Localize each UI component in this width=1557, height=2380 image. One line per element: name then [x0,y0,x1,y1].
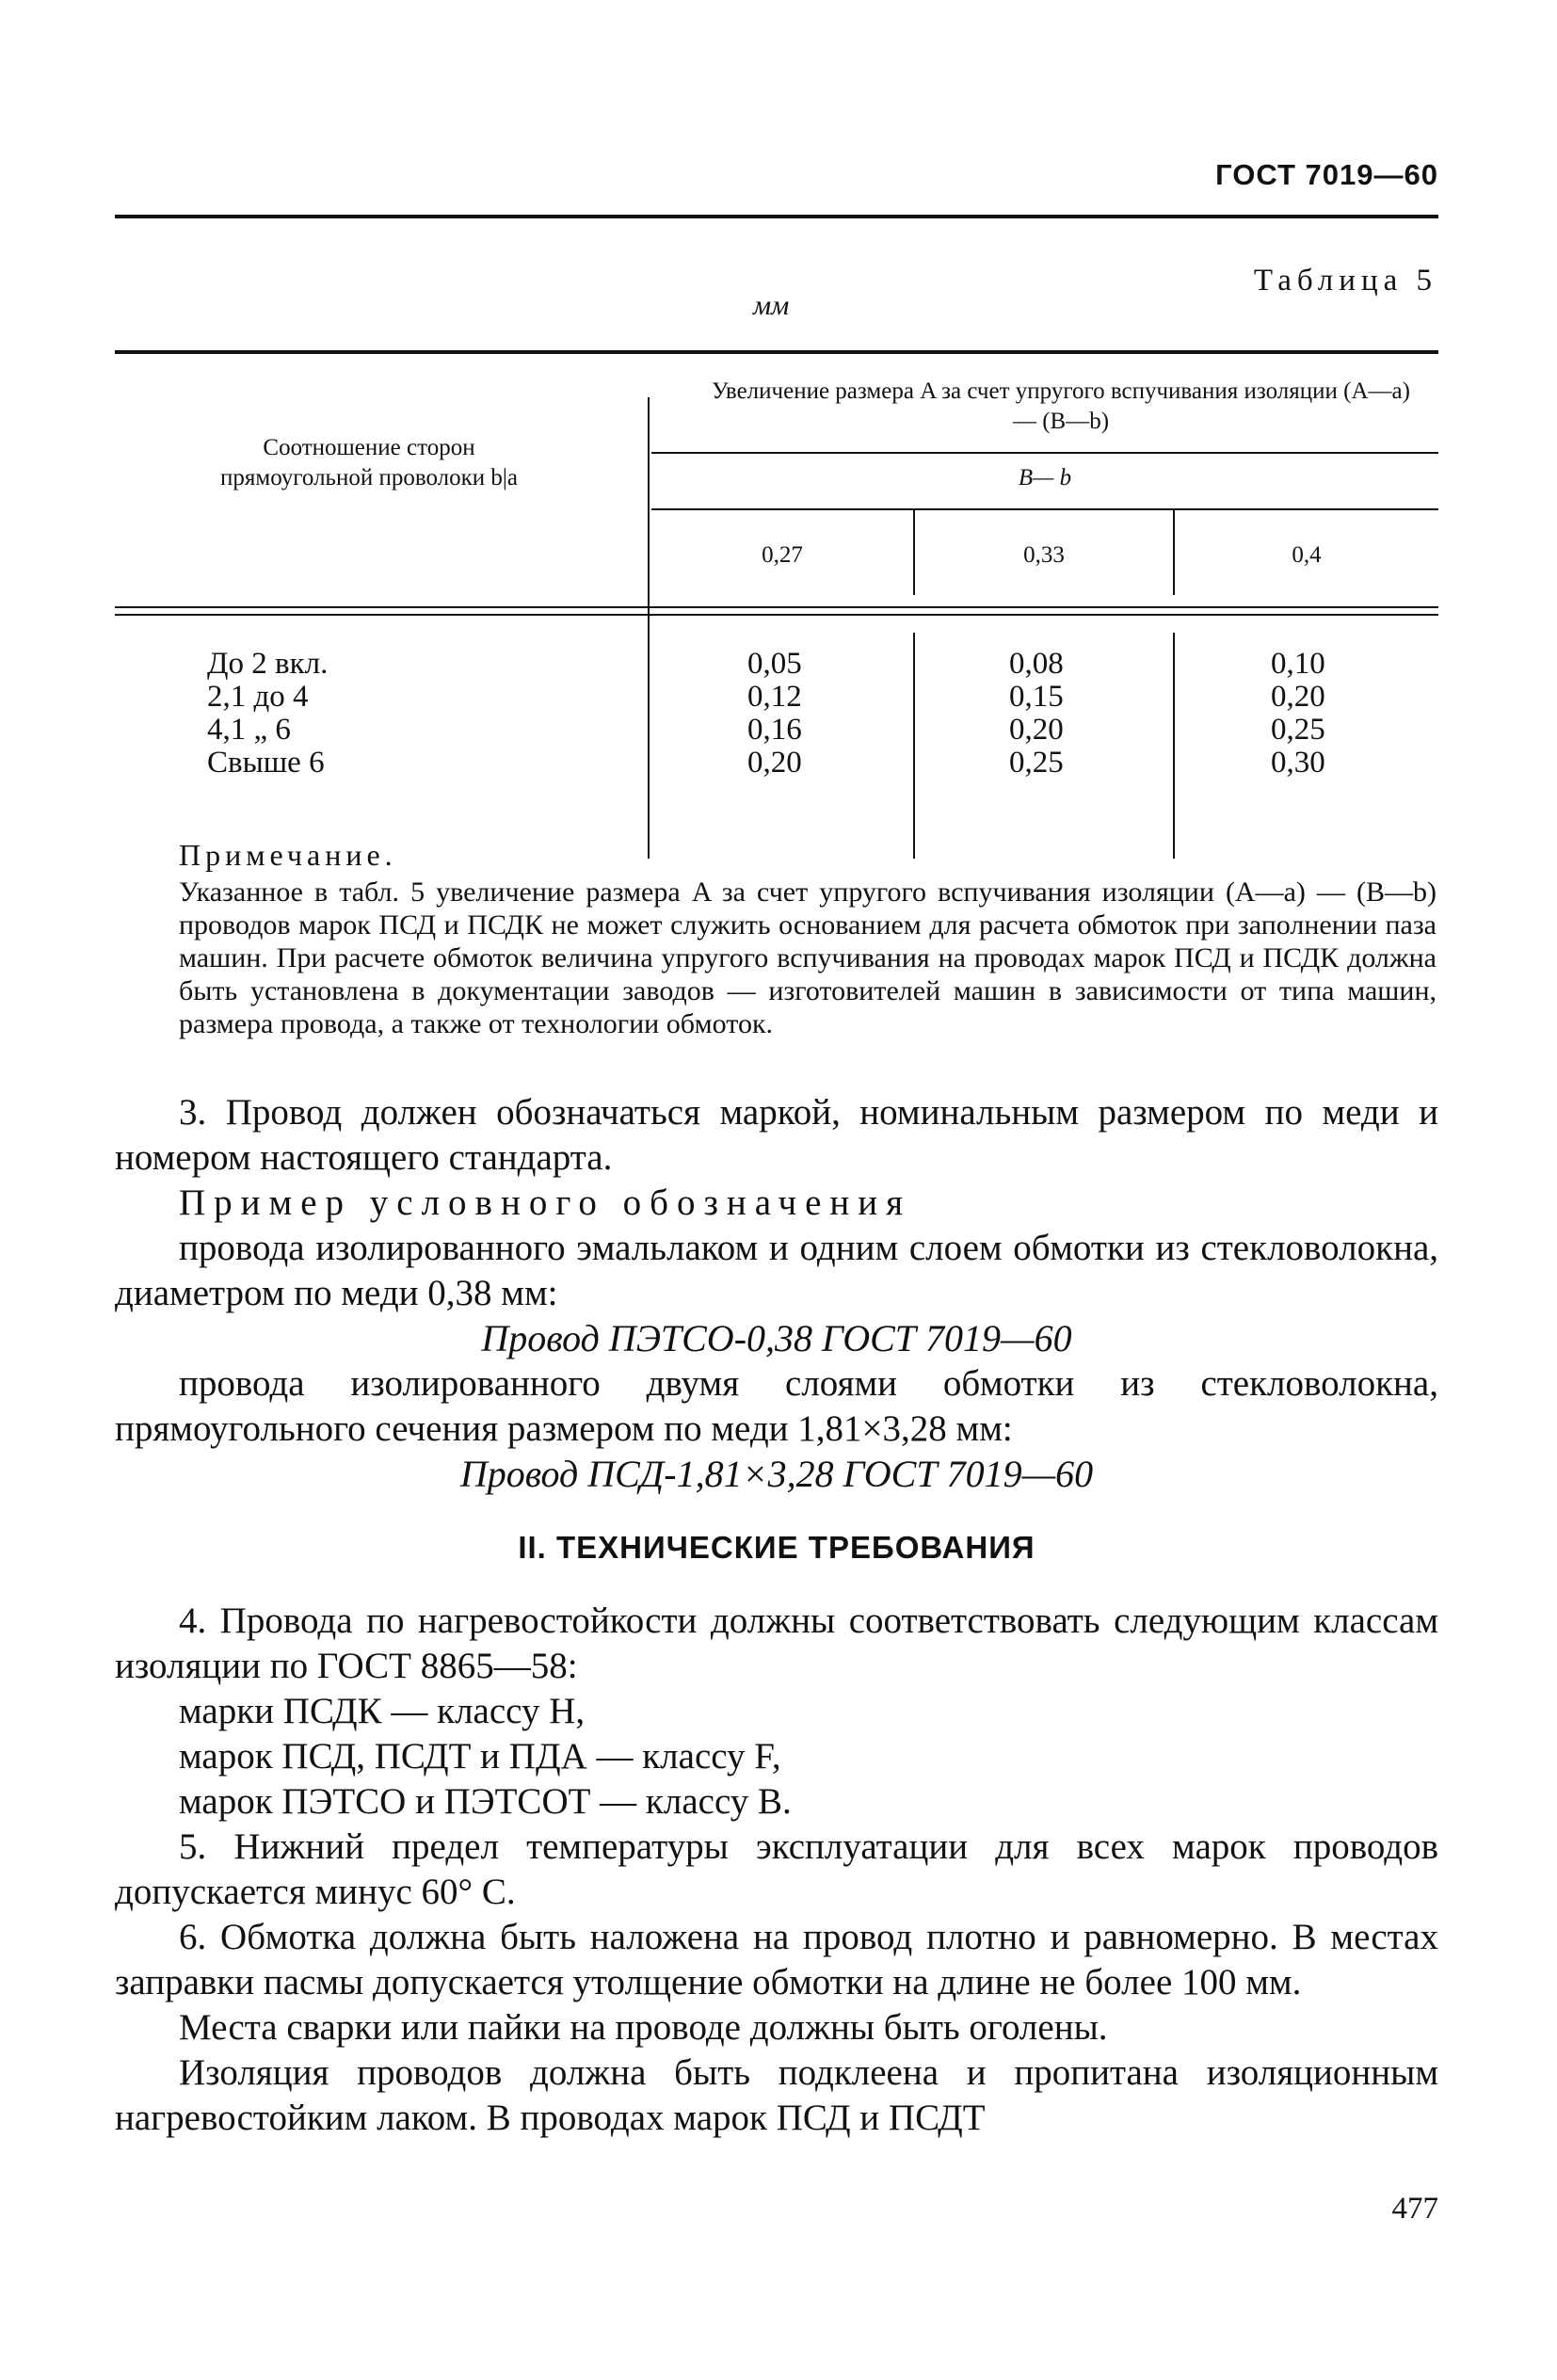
col-header-ratio: Соотношение сторон прямоугольной проволоки b|a [220,435,518,490]
col-header-sub: B— b [1018,465,1072,490]
table-row-label: До 2 вкл. [207,647,329,681]
clause-3: 3. Провод должен обозначаться маркой, номинальным размером по меди и номером настоящего стандарта. [115,1092,1438,1178]
row-labels [207,648,328,780]
example-1-text: провода изолированного эмальлаком и одним слоем обмотки из стекловолокна, диаметром по меди 0,38 мм: [115,1228,1438,1313]
col-values-1 [747,648,802,780]
table-cell: 0,20 [1271,680,1325,714]
sub-values-rule [651,508,1438,510]
table-cell: 0,15 [1009,680,1064,714]
clause-6: 6. Обмотка должна быть наложена на провод плотно и равномерно. В местах заправки пасмы допускается утолщение обмотки на длине не более 100 мм. [115,1917,1438,2002]
page-number: 477 [1391,2192,1438,2226]
header-rule-1 [115,606,1438,608]
col-divider-2 [913,633,915,859]
example-heading: Пример условного обозначения [179,1182,912,1223]
note-heading: Примечание. [179,838,397,872]
clause-4-item: марок ПЭТСО и ПЭТСОТ — классу B. [179,1781,792,1822]
clause-4-item: марок ПСД, ПСДТ и ПДА — классу F, [179,1736,781,1777]
col-divider-3 [1173,633,1175,859]
clause-4: 4. Провода по нагревостойкости должны соответствовать следующим классам изоляции по ГОСТ 8865—58: [115,1600,1438,1686]
note-text [179,876,1437,1040]
col-divider-1 [648,397,650,859]
col-values-3 [1271,648,1325,780]
table-cell: 0,20 [1009,713,1064,747]
clause-6-welding: Места сварки или пайки на проводе должны быть оголены. [179,2007,1108,2048]
clause-6-insulation: Изоляция проводов должна быть подклеена и пропитана изоляционным нагревостойким лаком. В проводах марок ПСД и ПСДТ [115,2052,1438,2138]
table-row-label: 4,1 „ 6 [207,713,291,747]
document-header: ГОСТ 7019—60 [1215,158,1438,191]
col-header-val-2: 0,33 [1023,542,1065,568]
table-cell: 0,30 [1271,746,1325,780]
table-caption: Таблица 5 [1253,264,1437,298]
col-header-val-1: 0,27 [762,542,803,568]
table-cell: 0,10 [1271,647,1325,681]
clause-5: 5. Нижний предел температуры эксплуатации для всех марок проводов допускается минус 60° С. [115,1826,1438,1912]
section-title: II. ТЕХНИЧЕСКИЕ ТРЕБОВАНИЯ [518,1530,1035,1565]
table-cell: 0,12 [747,680,802,714]
group-sub-rule [651,452,1438,454]
note-paragraph: Указанное в табл. 5 увеличение размера A за счет упругого вспучивания изоляции (A—a) — (B—b) проводов марок ПСД и ПСДК не может служить основанием для расчета обмоток при заполнении паза машин. При расчете обмоток величина упругого вспучивания на проводах марок ПСД и ПСДК должна быть установлена в документации заводов — изготовителей машин в зависимости от типа машин, размера провода, а также от технологии обмоток. [179,876,1437,1039]
main-text [115,1090,1438,2141]
example-2-designation: Провод ПСД-1,81×3,28 ГОСТ 7019—60 [459,1453,1094,1495]
table-top-rule [115,350,1438,354]
clause-4-item: марки ПСДК — классу H, [179,1691,586,1731]
table-row-label: Свыше 6 [207,746,325,780]
col-header-val-3: 0,4 [1292,542,1322,568]
header-rule [115,215,1438,218]
table-cell: 0,16 [747,713,802,747]
table-cell: 0,25 [1271,713,1325,747]
col-header-group: Увеличение размера A за счет упругого вспучивания изоляции (A—a) — (B—b) [712,378,1410,434]
table-cell: 0,20 [747,746,802,780]
table-cell: 0,08 [1009,647,1064,681]
example-1-designation: Провод ПЭТСО-0,38 ГОСТ 7019—60 [481,1317,1072,1359]
table-unit: мм [753,290,790,321]
table-row-label: 2,1 до 4 [207,680,309,714]
example-2-text: провода изолированного двумя слоями обмотки из стекловолокна, прямоугольного сечения размером по меди 1,81×3,28 мм: [115,1363,1438,1449]
header-rule-2 [115,614,1438,616]
col-values-2 [1009,648,1064,780]
table-cell: 0,05 [747,647,802,681]
table-cell: 0,25 [1009,746,1064,780]
